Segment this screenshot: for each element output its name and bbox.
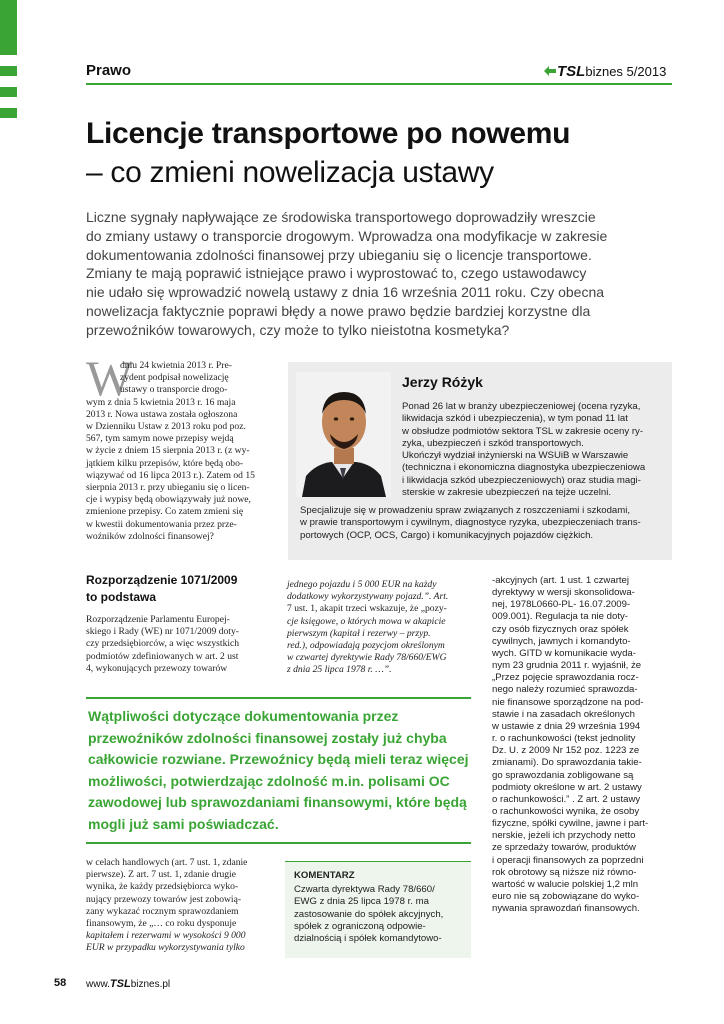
website-link[interactable] bbox=[86, 978, 170, 990]
text-line: euro nie są zobowiązane do wyko- bbox=[492, 891, 640, 903]
brand-tsl: TSL bbox=[557, 63, 586, 80]
text-line: jątkiem kilku przepisów, które będą obo- bbox=[86, 457, 244, 469]
text-line: pierwsze). Z art. 7 ust. 1, zdanie drugie bbox=[86, 869, 236, 881]
lead-line: dokumentowania zdolności finansowej przy ubieganiu się o licencje transportowe. bbox=[86, 246, 592, 263]
lead-line: Zmiany te mają poprawić istniejące prawo i wyprostować to, czego ustawodawcy bbox=[86, 265, 587, 282]
text-line: fizyczne, spółki cywilne, jawne i part- bbox=[492, 818, 649, 830]
text-line: czy przedsiębiorców, a więc wszystkich bbox=[86, 638, 240, 650]
text-line: woźników zdolności finansowej? bbox=[86, 530, 214, 542]
text-line: nego należy rozumieć sprawozda- bbox=[492, 684, 638, 696]
text-line: dzialnością i spółek komandytowo- bbox=[294, 933, 442, 945]
accent-bar bbox=[0, 66, 17, 76]
text-line: cje księgowe, o których mowa w akapicie bbox=[287, 615, 446, 627]
text-line: dodatkowy wykorzystywany pojazd.”. Art. bbox=[287, 591, 449, 603]
body-paragraph bbox=[287, 579, 448, 677]
author-name: Jerzy Różyk bbox=[402, 374, 483, 390]
author-bio-text bbox=[300, 505, 641, 542]
text-line: (techniczna i ekonomiczna diagnostyka ubezpieczeniowa bbox=[402, 462, 646, 474]
heading-line: Rozporządzenie 1071/2009 bbox=[86, 573, 238, 587]
text-line: 4, wykonujących przewozy towarów bbox=[86, 662, 228, 674]
text-line: czy osób fizycznych oraz spółek bbox=[492, 623, 629, 635]
text-line: zydent podpisał nowelizację bbox=[120, 372, 229, 384]
text-line: zany wykazać rocznym sprawozdaniem bbox=[86, 905, 239, 917]
comment-text bbox=[294, 884, 443, 945]
text-line: zastosowanie do spółek akcyjnych, bbox=[294, 908, 444, 920]
quote-rule bbox=[86, 697, 471, 699]
page-number: 58 bbox=[54, 977, 67, 989]
text-line: r. o rachunkowości (tekst jednolity bbox=[492, 733, 636, 745]
text-line: jednego pojazdu i 5 000 EUR na każdy bbox=[287, 579, 437, 590]
quote-line: przewoźników zdolności finansowej zostały już chyba bbox=[88, 729, 447, 746]
text-line: w czwartej dyrektywie Rady 78/660/EWG bbox=[287, 652, 447, 664]
section-label: Prawo bbox=[86, 62, 132, 79]
text-line: wynika, że każdy przedsiębiorca wyko- bbox=[86, 881, 239, 893]
comment-title: KOMENTARZ bbox=[294, 870, 355, 881]
text-line: Rozporządzenie Parlamentu Europej- bbox=[86, 614, 230, 625]
www-prefix: www. bbox=[86, 979, 110, 990]
lead-line: nowelizacja faktycznie poprawi błędy a nowe prawo będzie bardziej korzystne dla bbox=[86, 302, 591, 319]
lead-line: do zmiany ustawy o transporcie drogowym. Wprowadza ona modyfikacje w zakresie bbox=[86, 227, 608, 244]
article-subtitle: – co zmieni nowelizacja ustawy bbox=[86, 156, 494, 189]
quote-line: Wątpliwości dotyczące dokumentowania przez bbox=[88, 708, 399, 724]
text-line: wym z dnia 5 kwietnia 2013 r. 16 maja bbox=[86, 396, 236, 408]
text-line: o rachunkowości.” . Z art. 2 ustawy bbox=[492, 793, 641, 805]
quote-line: możliwości, potwierdzając zdolność m.in. polisami OC bbox=[88, 772, 450, 789]
text-line: i likwidacja szkód ubezpieczeniowych) oraz studia magi- bbox=[402, 474, 641, 486]
article-title: Licencje transportowe po nowemu bbox=[86, 117, 571, 150]
text-line: sterskie w zakresie ubezpieczeń na tejże uczelni. bbox=[402, 487, 612, 499]
heading-line: to podstawa bbox=[86, 590, 157, 604]
text-line: wartość w walucie polskiej 1,2 mln bbox=[492, 878, 639, 890]
text-line: cje i wypisy będą obowiązywały już nowe, bbox=[86, 494, 251, 506]
body-paragraph bbox=[86, 614, 271, 675]
text-line: Ponad 26 lat w branży ubezpieczeniowej (ocena ryzyka, bbox=[402, 401, 641, 412]
text-line: finansowym, że „… co roku dysponuje bbox=[86, 918, 237, 930]
text-line: nywania sprawozdań finansowych. bbox=[492, 903, 640, 915]
text-line: nerskie, jeżeli ich przychody netto bbox=[492, 830, 636, 842]
text-line: wych. GITD w komunikacie wyda- bbox=[492, 647, 636, 659]
text-line: cywilnych, jawnych i komandyto- bbox=[492, 635, 631, 647]
text-line: spółek z ograniczoną odpowie- bbox=[294, 920, 426, 932]
text-line: „Przez pojęcie sprawozdania rocz- bbox=[492, 672, 639, 684]
text-line: nym 23 grudnia 2011 r. wyjaśnił, że bbox=[492, 660, 642, 672]
text-line: EUR w przypadku wykorzystywania tylko bbox=[86, 942, 245, 954]
tsl-logo-icon bbox=[543, 65, 557, 77]
accent-bar bbox=[0, 0, 17, 55]
text-line: w kwestii dokumentowania przez prze- bbox=[86, 518, 237, 530]
text-line: nej, 1978L0660-PL- 16.07.2009- bbox=[492, 599, 631, 611]
text-line: dyrektywy w wersji skonsolidowa- bbox=[492, 587, 635, 599]
text-line: 2013 r. Nowa ustawa została ogłoszona bbox=[86, 408, 238, 420]
text-line: kapitałem i rezerwami w wysokości 9 000 bbox=[86, 930, 246, 942]
lead-line: Liczne sygnały napływające ze środowiska transportowego doprowadziły wreszcie bbox=[86, 209, 596, 225]
header-rule bbox=[86, 83, 672, 85]
text-line: podmioty określone w art. 2 ustawy bbox=[492, 781, 642, 793]
text-line: z dnia 25 lipca 1978 r. …”. bbox=[287, 664, 392, 676]
text-line: rok obrotowy są niższe niż równo- bbox=[492, 866, 637, 878]
text-line: skiego i Rady (WE) nr 1071/2009 doty- bbox=[86, 626, 239, 638]
text-line: w prawie transportowym i cywilnym, diagnostyce ryzyka, ubezpieczeniach trans- bbox=[300, 517, 641, 529]
intro-paragraph bbox=[86, 360, 271, 543]
text-line: i operacji finansowych za poprzedni bbox=[492, 854, 644, 866]
www-tsl: TSL bbox=[109, 978, 131, 990]
drop-cap: W bbox=[86, 350, 134, 406]
text-line: zyka, ubezpieczeń i szkód transportowych. bbox=[402, 437, 584, 449]
text-line: sierpnia 2013 r. przy ubieganiu się o licen- bbox=[86, 482, 250, 494]
text-line: w celach handlowych (art. 7 ust. 1, zdanie bbox=[86, 857, 248, 868]
text-line: pierwszym (kapitał i rezerwy – przyp. bbox=[287, 627, 431, 639]
text-line: zmienione przepisy. Co zatem zmieni się bbox=[86, 506, 244, 518]
text-line: 567, tym samym nowe przepisy wejdą bbox=[86, 433, 234, 445]
text-line: red.), odpowiadają pozycjom określonym bbox=[287, 640, 445, 652]
pull-quote bbox=[88, 706, 469, 836]
text-line: podmiotów zdefiniowanych w art. 2 ust bbox=[86, 650, 239, 662]
text-line: 7 ust. 1, akapit trzeci wskazuje, że „pozy- bbox=[287, 603, 447, 615]
lead-line: przewoźników towarowych, czy może to tylko nieistotna kosmetyka? bbox=[86, 321, 510, 338]
text-line: go sprawozdania zobligowane są bbox=[492, 769, 634, 781]
section-heading bbox=[86, 572, 237, 606]
text-line: ustawy o transporcie drogo- bbox=[120, 384, 228, 396]
text-line: Czwarta dyrektywa Rady 78/660/ bbox=[294, 884, 435, 895]
magazine-brand bbox=[543, 63, 666, 80]
text-line: nujący przewozy towarów jest zobowią- bbox=[86, 893, 242, 905]
article-lead bbox=[86, 208, 606, 340]
author-photo bbox=[296, 372, 391, 497]
quote-line: zawodowej lub sprawozdaniami finansowymi, które będą bbox=[88, 794, 467, 811]
text-line: portowych (OCP, OCS, Cargo) i komunikacyjnych pojazdów ciężkich. bbox=[300, 529, 594, 541]
www-domain: biznes.pl bbox=[130, 979, 171, 990]
accent-bar bbox=[0, 87, 17, 97]
accent-bar bbox=[0, 108, 17, 118]
body-paragraph bbox=[492, 575, 648, 915]
lead-line: nie udało się wprowadzić nowelą ustawy z dnia 16 września 2011 roku. Czy obecna bbox=[86, 284, 605, 301]
text-line: 009.001). Regulacja ta nie doty- bbox=[492, 611, 628, 623]
text-line: stawie i na zasadach określonych bbox=[492, 708, 635, 720]
text-line: w Dzienniku Ustaw z 2013 roku pod poz. bbox=[86, 421, 246, 433]
text-line: w życie z dniem 15 sierpnia 2013 r. (z wy- bbox=[86, 445, 250, 457]
author-bio-text bbox=[402, 401, 645, 499]
text-line: -akcyjnych (art. 1 ust. 1 czwartej bbox=[492, 575, 630, 586]
body-paragraph bbox=[86, 857, 247, 955]
text-line: EWG z dnia 25 lipca 1978 r. ma bbox=[294, 896, 429, 908]
quote-rule bbox=[86, 842, 471, 844]
quote-line: całkowicie rozwiane. Przewoźnicy będą mieli teraz więcej bbox=[88, 751, 469, 768]
quote-line: mogli już sami poświadczać. bbox=[88, 815, 279, 832]
text-line: Specjalizuje się w prowadzeniu spraw związanych z roszczeniami i szkodami, bbox=[300, 505, 631, 516]
text-line: w ustawie z dnia 29 września 1994 bbox=[492, 720, 641, 732]
brand-issue: biznes 5/2013 bbox=[585, 64, 667, 79]
text-line: zmianami). Do sprawozdania takie- bbox=[492, 757, 642, 769]
text-line: w obsłudze podmiotów sektora TSL w zakresie oceny ry- bbox=[402, 425, 644, 437]
text-line: dniu 24 kwietnia 2013 r. Pre- bbox=[120, 360, 232, 371]
text-line: nie finansowe sporządzone na pod- bbox=[492, 696, 644, 708]
text-line: wiązywać od 16 lipca 2013 r.). Zatem od 15 bbox=[86, 469, 255, 481]
text-line: o rachunkowości wynika, że osoby bbox=[492, 805, 640, 817]
text-line: ze sprzedaży towarów, produktów bbox=[492, 842, 636, 854]
text-line: Ukończył wydział inżynierski na WSUiB w Warszawie bbox=[402, 450, 629, 462]
text-line: Dz. U. z 2009 Nr 152 poz. 1223 ze bbox=[492, 745, 640, 757]
text-line: likwidacja szkód i ubezpieczenia), w tym ponad 11 lat bbox=[402, 413, 628, 425]
